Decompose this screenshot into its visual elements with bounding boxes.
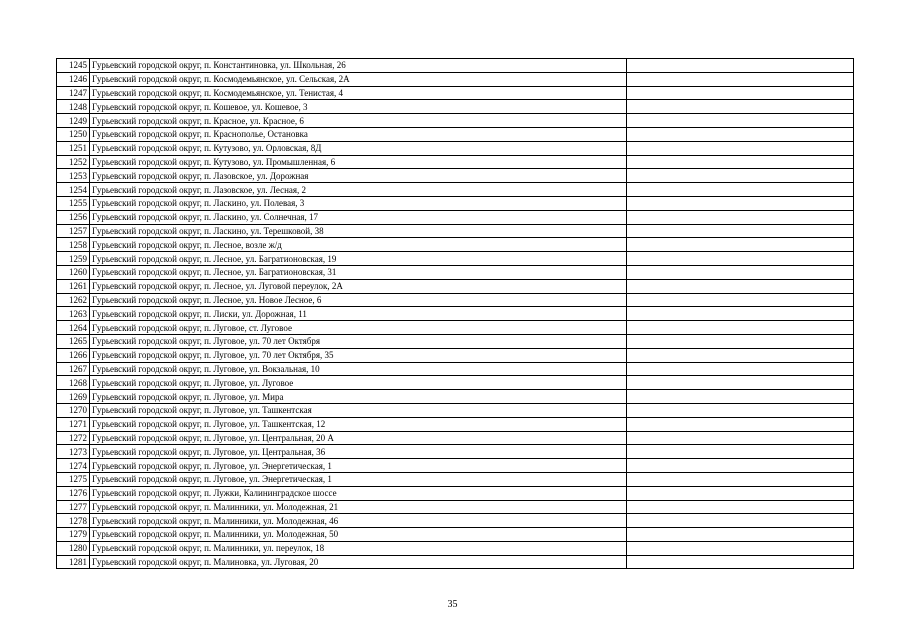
- address-cell: Гурьевский городской округ, п. Луговое, ул. Луговое: [90, 376, 627, 390]
- row-number-cell: 1249: [57, 114, 90, 128]
- row-number-cell: 1255: [57, 196, 90, 210]
- address-cell: Гурьевский городской округ, п. Космодемьянское, ул. Тенистая, 4: [90, 86, 627, 100]
- empty-cell: [627, 293, 854, 307]
- row-number-cell: 1281: [57, 555, 90, 569]
- row-number-cell: 1270: [57, 403, 90, 417]
- empty-cell: [627, 224, 854, 238]
- table-row: [57, 293, 854, 307]
- address-cell: Гурьевский городской округ, п. Лесное, ул. Багратионовская, 19: [90, 252, 627, 266]
- row-number-cell: 1256: [57, 210, 90, 224]
- empty-cell: [627, 431, 854, 445]
- row-number-cell: 1261: [57, 279, 90, 293]
- row-number-cell: 1272: [57, 431, 90, 445]
- table-row: [57, 183, 854, 197]
- table-row: [57, 403, 854, 417]
- address-cell: Гурьевский городской округ, п. Луговое, ул. Ташкентская: [90, 403, 627, 417]
- address-table: [56, 58, 854, 569]
- empty-cell: [627, 279, 854, 293]
- row-number-cell: 1259: [57, 252, 90, 266]
- empty-cell: [627, 362, 854, 376]
- row-number-cell: 1279: [57, 528, 90, 542]
- empty-cell: [627, 100, 854, 114]
- empty-cell: [627, 334, 854, 348]
- table-row: [57, 555, 854, 569]
- address-cell: Гурьевский городской округ, п. Лесное, ул. Новое Лесное, 6: [90, 293, 627, 307]
- table-row: [57, 445, 854, 459]
- table-row: [57, 472, 854, 486]
- row-number-cell: 1248: [57, 100, 90, 114]
- address-cell: Гурьевский городской округ, п. Лазовское, ул. Дорожная: [90, 169, 627, 183]
- table-row: [57, 279, 854, 293]
- row-number-cell: 1250: [57, 127, 90, 141]
- empty-cell: [627, 486, 854, 500]
- row-number-cell: 1265: [57, 334, 90, 348]
- row-number-cell: 1278: [57, 514, 90, 528]
- row-number-cell: 1247: [57, 86, 90, 100]
- address-cell: Гурьевский городской округ, п. Малинники, ул. переулок, 18: [90, 541, 627, 555]
- address-cell: Гурьевский городской округ, п. Ласкино, ул. Терешковой, 38: [90, 224, 627, 238]
- empty-cell: [627, 114, 854, 128]
- table-row: [57, 307, 854, 321]
- page-number: 35: [447, 599, 458, 610]
- row-number-cell: 1251: [57, 141, 90, 155]
- address-cell: Гурьевский городской округ, п. Луговое, ул. Энергетическая, 1: [90, 459, 627, 473]
- empty-cell: [627, 500, 854, 514]
- empty-cell: [627, 252, 854, 266]
- table-row: [57, 196, 854, 210]
- empty-cell: [627, 472, 854, 486]
- address-table-body: [57, 59, 854, 569]
- address-cell: Гурьевский городской округ, п. Малиновка, ул. Луговая, 20: [90, 555, 627, 569]
- address-cell: Гурьевский городской округ, п. Луговое, ул. Центральная, 20 А: [90, 431, 627, 445]
- address-cell: Гурьевский городской округ, п. Константиновка, ул. Школьная, 26: [90, 59, 627, 73]
- empty-cell: [627, 141, 854, 155]
- table-row: [57, 59, 854, 73]
- empty-cell: [627, 541, 854, 555]
- table-row: [57, 169, 854, 183]
- empty-cell: [627, 86, 854, 100]
- row-number-cell: 1245: [57, 59, 90, 73]
- address-cell: Гурьевский городской округ, п. Луговое, ст. Луговое: [90, 321, 627, 335]
- address-cell: Гурьевский городской округ, п. Ласкино, ул. Полевая, 3: [90, 196, 627, 210]
- row-number-cell: 1258: [57, 238, 90, 252]
- table-row: [57, 376, 854, 390]
- table-row: [57, 334, 854, 348]
- address-cell: Гурьевский городской округ, п. Луговое, ул. Вокзальная, 10: [90, 362, 627, 376]
- table-row: [57, 417, 854, 431]
- empty-cell: [627, 555, 854, 569]
- row-number-cell: 1268: [57, 376, 90, 390]
- table-row: [57, 265, 854, 279]
- empty-cell: [627, 445, 854, 459]
- empty-cell: [627, 348, 854, 362]
- address-cell: Гурьевский городской округ, п. Космодемьянское, ул. Сельская, 2А: [90, 72, 627, 86]
- row-number-cell: 1266: [57, 348, 90, 362]
- table-row: [57, 127, 854, 141]
- address-cell: Гурьевский городской округ, п. Лесное, возле ж/д: [90, 238, 627, 252]
- empty-cell: [627, 417, 854, 431]
- row-number-cell: 1274: [57, 459, 90, 473]
- table-row: [57, 390, 854, 404]
- row-number-cell: 1262: [57, 293, 90, 307]
- empty-cell: [627, 127, 854, 141]
- address-cell: Гурьевский городской округ, п. Малинники, ул. Молодежная, 21: [90, 500, 627, 514]
- empty-cell: [627, 59, 854, 73]
- table-row: [57, 210, 854, 224]
- table-row: [57, 500, 854, 514]
- empty-cell: [627, 403, 854, 417]
- table-row: [57, 238, 854, 252]
- empty-cell: [627, 376, 854, 390]
- table-row: [57, 486, 854, 500]
- address-cell: Гурьевский городской округ, п. Кутузово, ул. Промышленная, 6: [90, 155, 627, 169]
- empty-cell: [627, 210, 854, 224]
- empty-cell: [627, 72, 854, 86]
- empty-cell: [627, 238, 854, 252]
- row-number-cell: 1263: [57, 307, 90, 321]
- address-cell: Гурьевский городской округ, п. Малинники, ул. Молодежная, 46: [90, 514, 627, 528]
- address-cell: Гурьевский городской округ, п. Лужки, Калининградское шоссе: [90, 486, 627, 500]
- table-row: [57, 86, 854, 100]
- empty-cell: [627, 390, 854, 404]
- table-row: [57, 100, 854, 114]
- address-cell: Гурьевский городской округ, п. Красное, ул. Красное, 6: [90, 114, 627, 128]
- table-row: [57, 541, 854, 555]
- address-cell: Гурьевский городской округ, п. Луговое, ул. Центральная, 36: [90, 445, 627, 459]
- row-number-cell: 1252: [57, 155, 90, 169]
- table-row: [57, 155, 854, 169]
- row-number-cell: 1271: [57, 417, 90, 431]
- row-number-cell: 1253: [57, 169, 90, 183]
- address-cell: Гурьевский городской округ, п. Кошевое, ул. Кошевое, 3: [90, 100, 627, 114]
- table-row: [57, 321, 854, 335]
- address-cell: Гурьевский городской округ, п. Малинники, ул. Молодежная, 50: [90, 528, 627, 542]
- table-row: [57, 362, 854, 376]
- address-cell: Гурьевский городской округ, п. Луговое, ул. Энергетическая, 1: [90, 472, 627, 486]
- row-number-cell: 1277: [57, 500, 90, 514]
- table-row: [57, 72, 854, 86]
- table-row: [57, 252, 854, 266]
- table-row: [57, 348, 854, 362]
- empty-cell: [627, 528, 854, 542]
- table-row: [57, 514, 854, 528]
- address-cell: Гурьевский городской округ, п. Лесное, ул. Багратионовская, 31: [90, 265, 627, 279]
- empty-cell: [627, 321, 854, 335]
- row-number-cell: 1267: [57, 362, 90, 376]
- table-row: [57, 459, 854, 473]
- address-cell: Гурьевский городской округ, п. Луговое, ул. Ташкентская, 12: [90, 417, 627, 431]
- row-number-cell: 1273: [57, 445, 90, 459]
- address-cell: Гурьевский городской округ, п. Краснополье, Остановка: [90, 127, 627, 141]
- empty-cell: [627, 155, 854, 169]
- table-row: [57, 114, 854, 128]
- address-cell: Гурьевский городской округ, п. Ласкино, ул. Солнечная, 17: [90, 210, 627, 224]
- empty-cell: [627, 196, 854, 210]
- row-number-cell: 1276: [57, 486, 90, 500]
- row-number-cell: 1260: [57, 265, 90, 279]
- empty-cell: [627, 459, 854, 473]
- row-number-cell: 1280: [57, 541, 90, 555]
- table-row: [57, 224, 854, 238]
- table-row: [57, 431, 854, 445]
- address-cell: Гурьевский городской округ, п. Луговое, ул. 70 лет Октября: [90, 334, 627, 348]
- address-cell: Гурьевский городской округ, п. Луговое, ул. Мира: [90, 390, 627, 404]
- empty-cell: [627, 169, 854, 183]
- row-number-cell: 1246: [57, 72, 90, 86]
- address-cell: Гурьевский городской округ, п. Лазовское, ул. Лесная, 2: [90, 183, 627, 197]
- row-number-cell: 1275: [57, 472, 90, 486]
- empty-cell: [627, 265, 854, 279]
- address-cell: Гурьевский городской округ, п. Лиски, ул. Дорожная, 11: [90, 307, 627, 321]
- empty-cell: [627, 307, 854, 321]
- row-number-cell: 1269: [57, 390, 90, 404]
- table-row: [57, 141, 854, 155]
- address-cell: Гурьевский городской округ, п. Кутузово, ул. Орловская, 8Д: [90, 141, 627, 155]
- address-cell: Гурьевский городской округ, п. Луговое, ул. 70 лет Октября, 35: [90, 348, 627, 362]
- address-cell: Гурьевский городской округ, п. Лесное, ул. Луговой переулок, 2А: [90, 279, 627, 293]
- row-number-cell: 1264: [57, 321, 90, 335]
- table-row: [57, 528, 854, 542]
- row-number-cell: 1254: [57, 183, 90, 197]
- row-number-cell: 1257: [57, 224, 90, 238]
- empty-cell: [627, 183, 854, 197]
- empty-cell: [627, 514, 854, 528]
